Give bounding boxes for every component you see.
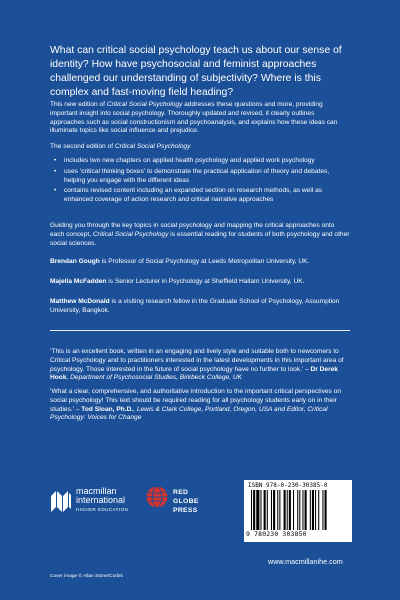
paragraph3-post: is essential reading for students of both psychology and other social sciences. — [50, 230, 350, 247]
imprint-name-line2: PRESS — [173, 507, 198, 514]
guide-paragraph — [50, 222, 350, 248]
paragraph1-pre: This new edition of — [50, 101, 107, 108]
author-bio — [50, 278, 350, 287]
publisher-subtitle: HIGHER EDUCATION — [76, 507, 129, 512]
review-quote — [50, 348, 350, 383]
author-name: Majella McFadden — [50, 278, 107, 285]
feature-item: • contains revised content including an expanded section on research methods, as well as enhanced coverage of action research and critical narrative approaches — [50, 187, 350, 205]
author-description: is a visiting research fellow in the Graduate School of Psychology, Assumption University, Bangkok. — [50, 298, 340, 314]
edition-intro-pre: The second edition of — [50, 143, 115, 150]
macmillan-logo — [50, 485, 138, 515]
red-globe-press-logo — [146, 484, 216, 516]
author-description: is Professor of Social Psychology at Leeds Metropolitan University, UK. — [99, 258, 310, 265]
author-description: is Senior Lecturer in Psychology at Sheffield Hallam University, UK. — [106, 278, 305, 285]
isbn-number: ISBN 978-0-230-30385-0 — [248, 482, 328, 489]
quote-author: Tod Sloan, Ph.D. — [81, 405, 134, 413]
publisher-name-line1: macmillan — [76, 486, 117, 496]
barcode-digits: 9 780230 303850 — [246, 530, 307, 538]
author-name: Brendan Gough — [50, 258, 100, 265]
review-quote — [50, 388, 350, 423]
isbn-barcode — [244, 480, 352, 542]
intro-questions: What can critical social psychology teach us about our sense of identity? How have psychosocial and feminist approaches challenged our understanding of subjectivity? Where is this complex and fast-moving field heading? — [50, 45, 342, 98]
edition-intro — [50, 143, 190, 152]
section-divider — [50, 330, 350, 331]
quote-text: ‘What a clear, comprehensive, and authoritative introduction to the important critical perspectives on social psychology! This text should be required reading for all psychology students early on in their studies.’ – — [50, 388, 342, 413]
quote-author: Dr Derek Hook — [50, 365, 338, 382]
paragraph3-pre: Guiding you through the key topics in social psychology and mapping the critical approaches onto each concept, — [50, 222, 335, 238]
barcode-bars — [251, 490, 347, 530]
feature-item: • includes two new chapters on applied health psychology and applied work psychology — [50, 157, 350, 166]
paragraph3-title: Critical Social Psychology — [92, 230, 169, 238]
publisher-website[interactable]: www.macmillanihe.com — [268, 557, 343, 566]
feature-item: • uses ‘critical thinking boxes’ to demonstrate the practical application of theory and debates, helping you engage with the different ideas — [50, 168, 350, 186]
publisher-name-line2: international — [76, 495, 126, 505]
cover-image-credit: Cover image © Allan Stone/Corbis — [50, 574, 123, 579]
macmillan-mark-icon — [50, 487, 72, 513]
quote-affiliation: , Lewis & Clark College, Portland, Oregon, USA and Editor, Critical Psychology: Voices for Change — [50, 405, 328, 422]
feature-list — [50, 157, 350, 207]
imprint-name — [173, 488, 216, 515]
imprint-name-line1: RED GLOBE — [173, 489, 199, 505]
edition-intro-title: Critical Social Psychology — [114, 143, 191, 150]
quote-affiliation: , Department of Psychosocial Studies, Birkbeck College, UK — [66, 374, 243, 382]
author-bio — [50, 258, 350, 267]
quote-text: ‘This is an excellent book, written in an engaging and lively style and suitable both to newcomers to Critical Psychology and to practitioners interested in the latest developments in this important area of psychology. Those interested in the future of social psychology have no further to look.’ – — [50, 348, 344, 373]
description-paragraph — [50, 101, 350, 136]
book-title: Critical Social Psychology — [106, 101, 183, 108]
globe-icon — [146, 486, 168, 508]
publisher-name — [76, 487, 125, 505]
paragraph1-post: addresses these questions and more, providing important insight into social psychology. Thoroughly updated and revised, it clearly outlines approaches such as social constructionism and psychoanalysis, and explains how these ideas can illuminate topics like social influence and prejudice. — [50, 101, 338, 135]
author-name: Matthew McDonald — [50, 298, 110, 305]
author-bio — [50, 298, 350, 316]
